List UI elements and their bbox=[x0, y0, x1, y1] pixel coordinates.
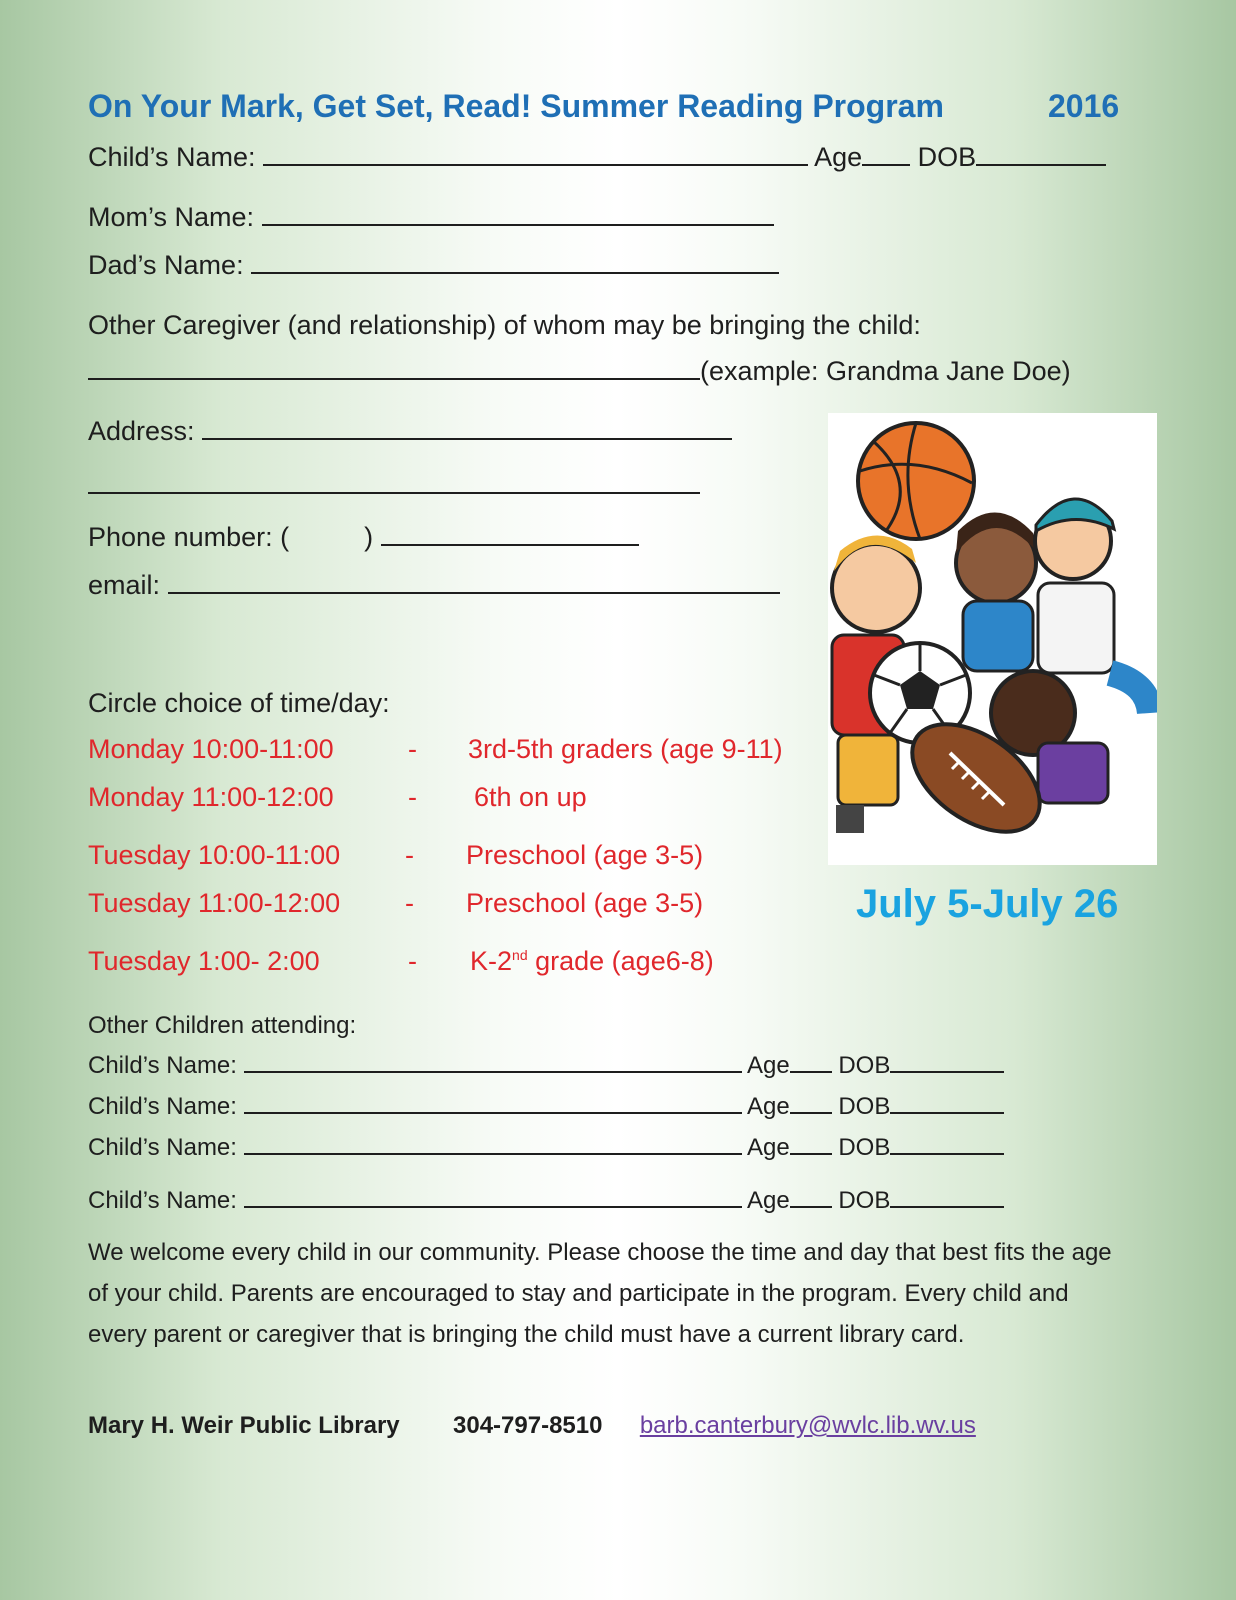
other-child-row bbox=[88, 1134, 1004, 1162]
other-child-label: Child’s Name: bbox=[88, 1187, 237, 1214]
caregiver-example: (example: Grandma Jane Doe) bbox=[700, 356, 1071, 386]
kids-sports-svg bbox=[828, 413, 1157, 865]
other-child-dob-field[interactable] bbox=[890, 1053, 1004, 1073]
library-name: Mary H. Weir Public Library bbox=[88, 1412, 400, 1439]
other-child-name-field[interactable] bbox=[244, 1188, 742, 1208]
grade-prefix: K-2 bbox=[470, 946, 513, 976]
other-child-row bbox=[88, 1187, 1004, 1215]
mom-name-label: Mom’s Name: bbox=[88, 202, 255, 232]
other-child-dob-field[interactable] bbox=[890, 1094, 1004, 1114]
other-children-heading: Other Children attending: bbox=[88, 1012, 357, 1039]
program-dates: July 5-July 26 bbox=[856, 882, 1119, 926]
schedule-group-1[interactable]: 3rd-5th graders (age 9-11) bbox=[468, 734, 783, 764]
other-child-dob-label: DOB bbox=[838, 1052, 891, 1079]
other-child-label: Child’s Name: bbox=[88, 1134, 237, 1161]
schedule-time-3[interactable]: Tuesday 10:00-11:00 bbox=[88, 840, 341, 870]
other-child-age-label: Age bbox=[746, 1052, 790, 1079]
other-child-age-label: Age bbox=[746, 1187, 790, 1214]
child-name-label: Child’s Name: bbox=[88, 142, 256, 172]
other-child-age-label: Age bbox=[746, 1134, 790, 1161]
caregiver-row bbox=[88, 356, 1071, 387]
other-child-age-field[interactable] bbox=[790, 1053, 832, 1073]
email-field[interactable] bbox=[168, 570, 780, 594]
kids-sports-illustration bbox=[828, 413, 1157, 865]
title-text: On Your Mark, Get Set, Read! Summer Reading Program bbox=[88, 88, 944, 124]
other-child-age-label: Age bbox=[746, 1093, 790, 1120]
other-child-age-field[interactable] bbox=[790, 1094, 832, 1114]
other-child-label: Child’s Name: bbox=[88, 1052, 237, 1079]
schedule-time-2[interactable]: Monday 11:00-12:00 bbox=[88, 782, 334, 812]
email-row bbox=[88, 570, 780, 601]
child-name-row bbox=[88, 142, 1106, 173]
caregiver-field[interactable] bbox=[88, 356, 700, 380]
phone-row bbox=[88, 522, 639, 553]
page-title bbox=[88, 88, 1120, 125]
library-phone: 304-797-8510 bbox=[453, 1412, 603, 1439]
schedule-dash: - bbox=[408, 734, 417, 764]
schedule-group-2[interactable]: 6th on up bbox=[474, 782, 587, 812]
other-child-dob-field[interactable] bbox=[890, 1135, 1004, 1155]
other-child-row bbox=[88, 1052, 1004, 1080]
schedule-group-3[interactable]: Preschool (age 3-5) bbox=[466, 840, 704, 870]
other-child-name-field[interactable] bbox=[244, 1094, 742, 1114]
dob-field[interactable] bbox=[976, 142, 1106, 166]
title-year: 2016 bbox=[1048, 88, 1120, 124]
schedule-dash: - bbox=[405, 888, 414, 918]
grade-suffix: nd bbox=[512, 947, 528, 963]
age-label: Age bbox=[814, 142, 863, 172]
caregiver-label: Other Caregiver (and relationship) of whom may be bringing the child: bbox=[88, 310, 921, 340]
welcome-paragraph: We welcome every child in our community. Please choose the time and day that best fits the age of your child. Parents are encouraged to stay and participate in the program. Every child and every parent or caregiver that is bringing the child must have a current library card. bbox=[88, 1239, 1112, 1348]
phone-label: Phone number: ( bbox=[88, 522, 290, 552]
other-child-dob-label: DOB bbox=[838, 1134, 891, 1161]
schedule-time-5[interactable]: Tuesday 1:00- 2:00 bbox=[88, 946, 320, 976]
schedule-dash: - bbox=[408, 782, 417, 812]
schedule-time-1[interactable]: Monday 10:00-11:00 bbox=[88, 734, 334, 764]
dad-name-row bbox=[88, 250, 779, 281]
schedule-group-4[interactable]: Preschool (age 3-5) bbox=[466, 888, 704, 918]
address-label: Address: bbox=[88, 416, 195, 446]
other-child-label: Child’s Name: bbox=[88, 1093, 237, 1120]
schedule-group-5[interactable] bbox=[470, 946, 714, 977]
child-name-field[interactable] bbox=[263, 142, 808, 166]
phone-field[interactable] bbox=[381, 522, 639, 546]
address-row bbox=[88, 416, 732, 447]
schedule-dash: - bbox=[405, 840, 414, 870]
girl-figure-icon bbox=[956, 512, 1038, 671]
schedule-time-4[interactable]: Tuesday 11:00-12:00 bbox=[88, 888, 341, 918]
age-field[interactable] bbox=[862, 142, 910, 166]
dad-name-field[interactable] bbox=[251, 250, 779, 274]
basketball-icon bbox=[858, 423, 974, 539]
other-child-row bbox=[88, 1093, 1004, 1121]
contact-email-link[interactable]: barb.canterbury@wvlc.lib.wv.us bbox=[639, 1412, 976, 1439]
other-child-age-field[interactable] bbox=[790, 1188, 832, 1208]
footer bbox=[88, 1412, 976, 1440]
other-child-name-field[interactable] bbox=[244, 1053, 742, 1073]
other-child-age-field[interactable] bbox=[790, 1135, 832, 1155]
address-row-2 bbox=[88, 470, 700, 501]
mom-name-field[interactable] bbox=[262, 202, 774, 226]
other-child-dob-label: DOB bbox=[838, 1187, 891, 1214]
dad-name-label: Dad’s Name: bbox=[88, 250, 244, 280]
dob-label: DOB bbox=[917, 142, 977, 172]
grade-rest: grade (age6-8) bbox=[527, 946, 714, 976]
email-label: email: bbox=[88, 570, 161, 600]
schedule-dash: - bbox=[408, 946, 417, 976]
other-child-name-field[interactable] bbox=[244, 1135, 742, 1155]
address-field-2[interactable] bbox=[88, 470, 700, 494]
schedule-heading: Circle choice of time/day: bbox=[88, 688, 390, 718]
other-child-dob-field[interactable] bbox=[890, 1188, 1004, 1208]
phone-close-paren: ) bbox=[364, 522, 374, 552]
mom-name-row bbox=[88, 202, 774, 233]
other-child-dob-label: DOB bbox=[838, 1093, 891, 1120]
address-field-1[interactable] bbox=[202, 416, 732, 440]
